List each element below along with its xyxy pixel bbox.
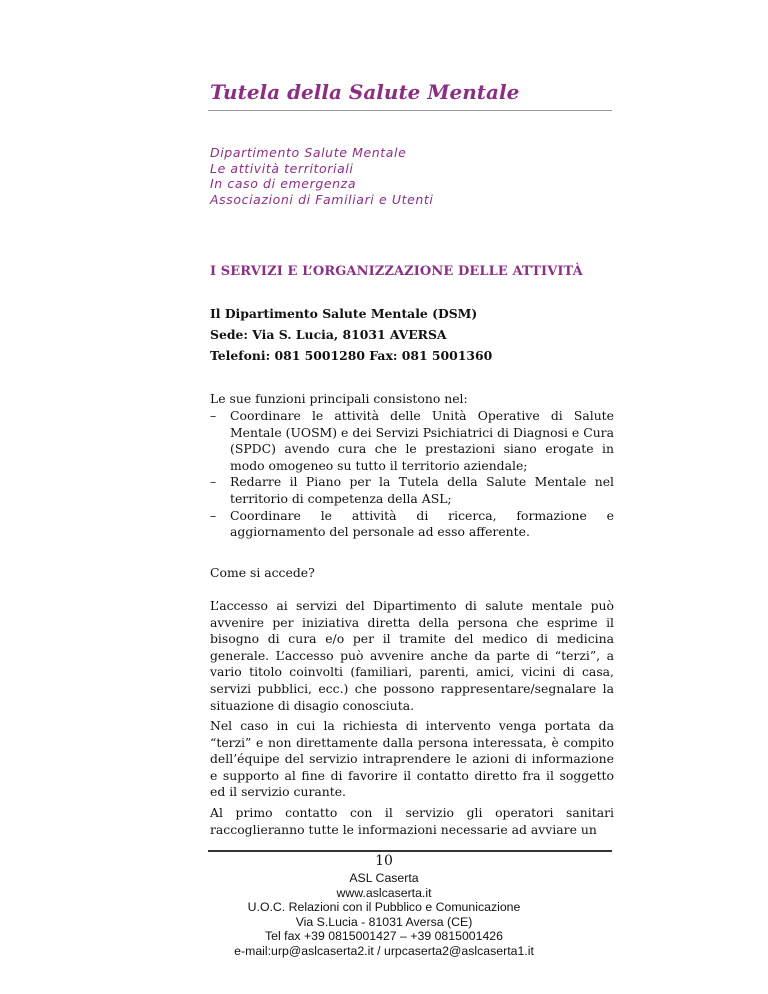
footer-address: Via S.Lucia - 81031 Aversa (CE) [295, 914, 473, 929]
page-title: Tutela della Salute Mentale [210, 80, 520, 104]
footer-phone: Tel fax +39 0815001427 – +39 0815001426 [265, 929, 503, 943]
dsm-address: Sede: Via S. Lucia, 81031 AVERSA [210, 327, 447, 342]
toc-item-dsm[interactable]: Dipartimento Salute Mentale [210, 145, 407, 160]
access-question: Come si accede? [210, 565, 315, 580]
list-item: – Coordinare le attività delle Unità Operative di Salute Mentale (UOSM) e dei Servizi Psichiatrici di Diagnosi e Cura (SPDC) avendo cura che le prestazioni siano erogate in modo omogeneo su tutto il territorio aziendale; [210, 408, 614, 473]
toc-item-territorial-activities[interactable]: Le attività territoriali [210, 160, 354, 176]
dsm-name: Il Dipartimento Salute Mentale (DSM) [210, 306, 478, 321]
list-item-text: Coordinare le attività delle Unità Operative di Salute Mentale (UOSM) e dei Servizi Psichiatrici di Diagnosi e Cura (SPDC) avendo cura che le prestazioni siano erogate in modo omogeneo su tutto il territorio aziendale; [230, 408, 614, 473]
dsm-phones: Telefoni: 081 5001280 Fax: 081 5001360 [210, 348, 493, 363]
page-number: 10 [375, 853, 393, 869]
footer-contact [0, 871, 768, 958]
footer-divider [208, 850, 612, 852]
list-item-text: Coordinare le attività di ricerca, formazione e aggiornamento del personale ad esso afferente. [230, 507, 614, 540]
title-divider [208, 110, 612, 111]
footer-org: ASL Caserta [349, 871, 419, 885]
toc-item-associations[interactable]: Associazioni di Familiari e Utenti [210, 191, 434, 207]
access-paragraph-3: Al primo contatto con il servizio gli operatori sanitari raccoglieranno tutte le informazioni necessarie ad avviare un [210, 805, 614, 837]
list-item: – Coordinare le attività di ricerca, formazione e aggiornamento del personale ad esso afferente. [210, 507, 614, 540]
functions-list [210, 408, 614, 541]
list-item: – Redarre il Piano per la Tutela della Salute Mentale nel territorio di competenza della ASL; [210, 474, 614, 506]
access-paragraph-2: Nel caso in cui la richiesta di intervento venga portata da “terzi” e non direttamente dalla persona interessata, è compito dell’équipe del servizio intraprendere le azioni di informazione e supporto al fine di favorire il contatto diretto fra il soggetto ed il servizio curante. [210, 718, 614, 800]
footer-website[interactable]: www.aslcaserta.it [336, 885, 432, 900]
list-item-text: Redarre il Piano per la Tutela della Salute Mentale nel territorio di competenza della ASL; [230, 474, 614, 506]
dsm-contact-block [210, 303, 492, 366]
section-heading: I SERVIZI E L’ORGANIZZAZIONE DELLE ATTIVITÀ [210, 264, 583, 279]
toc-item-emergency[interactable]: In caso di emergenza [210, 176, 357, 191]
functions-intro: Le sue funzioni principali consistono nel: [210, 391, 468, 406]
access-paragraph-1: L’accesso ai servizi del Dipartimento di salute mentale può avvenire per iniziativa diretta della persona che esprime il bisogno di cura e/o per il tramite del medico di medicina generale. L’accesso può avvenire anche da parte di “terzi”, a vario titolo coinvolti (familiari, parenti, amici, vicini di casa, servizi pubblici, ecc.) che possono rappresentare/segnalare la situazione di disagio conosciuta. [210, 598, 614, 713]
footer-email[interactable]: e-mail:urp@aslcaserta2.it / urpcaserta2@aslcaserta1.it [234, 943, 534, 958]
footer-office: U.O.C. Relazioni con il Pubblico e Comunicazione [247, 900, 521, 914]
section-links [210, 145, 433, 207]
